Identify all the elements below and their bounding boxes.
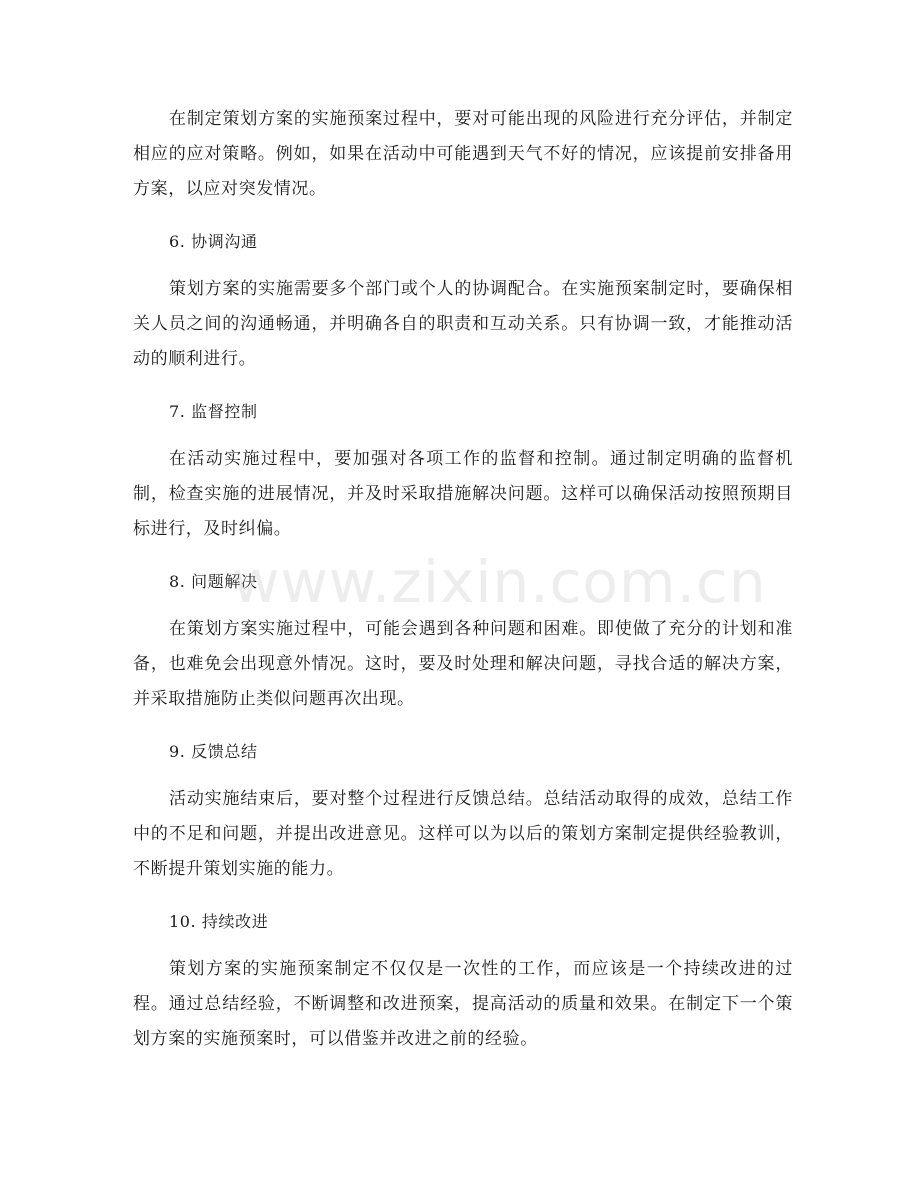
heading-problem-solving: 8. 问题解决 <box>169 572 258 591</box>
heading-continuous-improvement: 10. 持续改进 <box>169 912 269 931</box>
paragraph-feedback-summary: 活动实施结束后，要对整个过程进行反馈总结。总结活动取得的成效，总结工作中的不足和问题，并提出改进意见。这样可以为以后的策划方案制定提供经验教训，不断提升策划实施的能力。 <box>133 789 793 879</box>
heading-supervision: 7. 监督控制 <box>169 402 258 421</box>
heading-feedback-summary: 9. 反馈总结 <box>169 742 258 761</box>
paragraph-risk-assessment: 在制定策划方案的实施预案过程中，要对可能出现的风险进行充分评估，并制定相应的应对策略。例如，如果在活动中可能遇到天气不好的情况，应该提前安排备用方案，以应对突发情况。 <box>133 109 793 199</box>
paragraph-continuous-improvement: 策划方案的实施预案制定不仅仅是一次性的工作，而应该是一个持续改进的过程。通过总结经验，不断调整和改进预案，提高活动的质量和效果。在制定下一个策划方案的实施预案时，可以借鉴并改进之前的经验。 <box>133 959 793 1049</box>
paragraph-supervision: 在活动实施过程中，要加强对各项工作的监督和控制。通过制定明确的监督机制，检查实施的进展情况，并及时采取措施解决问题。这样可以确保活动按照预期目标进行，及时纠偏。 <box>133 449 793 539</box>
paragraph-coordination: 策划方案的实施需要多个部门或个人的协调配合。在实施预案制定时，要确保相关人员之间的沟通畅通，并明确各自的职责和互动关系。只有协调一致，才能推动活动的顺利进行。 <box>133 279 793 369</box>
heading-coordination: 6. 协调沟通 <box>169 232 258 251</box>
watermark-text: www.zixin.com.cn <box>232 548 767 616</box>
paragraph-problem-solving: 在策划方案实施过程中，可能会遇到各种问题和困难。即使做了充分的计划和准备，也难免会出现意外情况。这时，要及时处理和解决问题，寻找合适的解决方案，并采取措施防止类似问题再次出现。 <box>133 619 793 709</box>
